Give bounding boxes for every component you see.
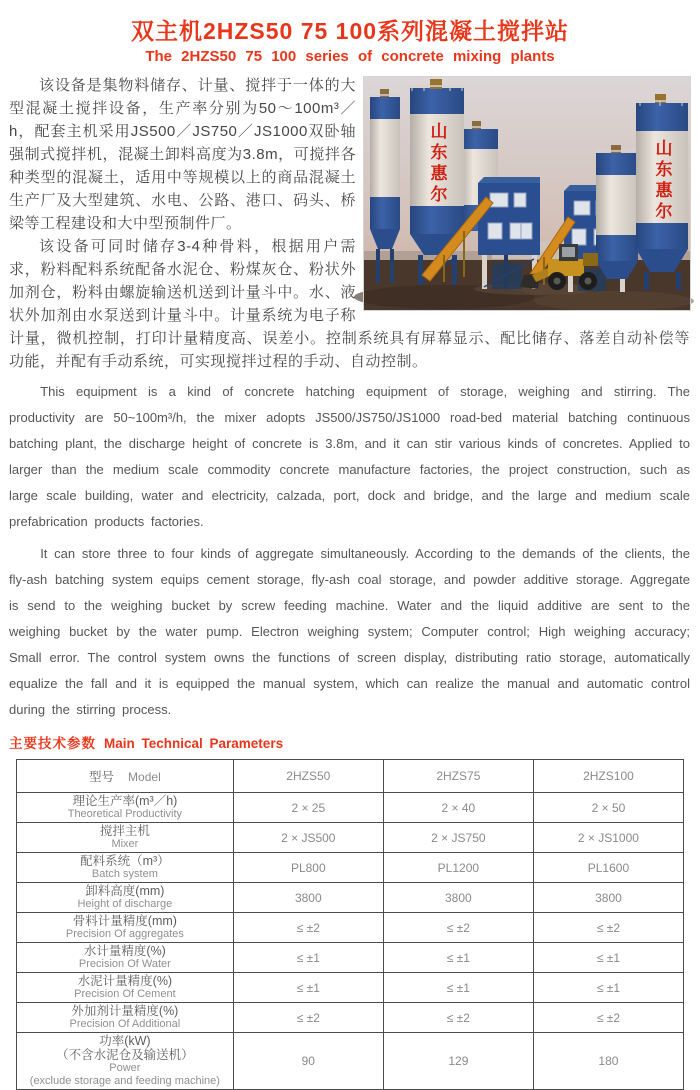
table-row bbox=[17, 943, 684, 973]
intro-paragraph-zh-2: 该设备可同时储存3-4种骨料，根据用户需求，粉料配料系统配备水泥仓、粉煤灰仓、粉状外加剂仓，粉料由螺旋输送机送到计量斗中。水、液状外加剂由水泵送到计量斗中。计量系统为电子称计量，微机控制，打印计量精度高、误差小。控制系统具有屏幕显示、配比储存、落差自动补偿等功能，并配有手动系统，可实现搅拌过程的手动、自动控制。 bbox=[9, 238, 690, 370]
param-value-cell: ≤ ±1 bbox=[383, 943, 533, 973]
intro-paragraph-en-2: It can store three to four kinds of aggregate simultaneously. According to the demands of the clients, the fly-ash batching system equips cement storage, fly-ash coal storage, and powder additive storage. Aggregate is send to the weighing bucket by screw feeding machine. Water and the liquid additive are sent to the weighing bucket by the water pump. Electron weighing system; Computer control; High weighing accuracy; Small error. The control system owns the functions of screen display, distributing ratio storage, automatically equalize the fall and it is equipped the manual system, which can realize the manual and automatic control during the stirring process. bbox=[9, 546, 690, 717]
param-label-zh: 搅拌主机 bbox=[99, 824, 150, 838]
param-value-cell: 90 bbox=[233, 1033, 383, 1090]
param-label-zh: 配料系统（m³） bbox=[80, 854, 170, 868]
param-label-cell bbox=[17, 823, 234, 853]
model-label-en: Model bbox=[128, 769, 161, 784]
silo-main-right bbox=[636, 94, 688, 290]
param-value-cell: ≤ ±2 bbox=[233, 913, 383, 943]
table-row bbox=[17, 1003, 684, 1033]
param-value-cell: 2 × JS500 bbox=[233, 823, 383, 853]
param-label-zh: 水泥计量精度(%) bbox=[77, 974, 173, 988]
table-row bbox=[17, 913, 684, 943]
param-value-cell: ≤ ±2 bbox=[383, 1003, 533, 1033]
param-label-en: Theoretical Productivity bbox=[67, 808, 183, 820]
param-label-en: Power bbox=[109, 1062, 141, 1074]
param-value-cell: 2 × 50 bbox=[533, 793, 683, 823]
param-value-cell: 3800 bbox=[383, 883, 533, 913]
table-row bbox=[17, 973, 684, 1003]
param-label-en-note: (exclude storage and feeding machine) bbox=[29, 1075, 220, 1087]
table-row bbox=[17, 853, 684, 883]
param-label-cell bbox=[17, 793, 234, 823]
param-label-en: Precision Of Cement bbox=[74, 988, 176, 1000]
param-value-cell: ≤ ±2 bbox=[233, 1003, 383, 1033]
intro-section bbox=[0, 74, 700, 723]
model-name-cell: 2HZS100 bbox=[533, 760, 683, 793]
param-value-cell: ≤ ±1 bbox=[533, 973, 683, 1003]
param-label-cell bbox=[17, 1033, 234, 1090]
param-value-cell: 2 × JS750 bbox=[383, 823, 533, 853]
table-header-row bbox=[17, 760, 684, 793]
model-header-cell bbox=[17, 760, 234, 793]
table-row bbox=[17, 883, 684, 913]
table-row bbox=[17, 823, 684, 853]
param-label-zh-note: （不含水泥仓及输送机） bbox=[56, 1048, 194, 1062]
model-name-cell: 2HZS50 bbox=[233, 760, 383, 793]
param-label-cell bbox=[17, 883, 234, 913]
table-row bbox=[17, 793, 684, 823]
param-label-en: Mixer bbox=[111, 838, 139, 850]
param-value-cell: 3800 bbox=[533, 883, 683, 913]
param-label-cell bbox=[17, 973, 234, 1003]
param-label-zh: 外加剂计量精度(%) bbox=[71, 1004, 179, 1018]
silo-back-right bbox=[596, 145, 638, 279]
param-value-cell: 2 × 40 bbox=[383, 793, 533, 823]
param-label-zh: 功率(kW) bbox=[99, 1034, 151, 1048]
param-label-en: Precision Of Additional bbox=[69, 1018, 181, 1030]
param-value-cell: PL1600 bbox=[533, 853, 683, 883]
param-value-cell: PL800 bbox=[233, 853, 383, 883]
silo-brand-text-left: 山东惠尔 bbox=[427, 122, 447, 206]
model-name-cell: 2HZS75 bbox=[383, 760, 533, 793]
param-label-zh: 骨料计量精度(mm) bbox=[72, 914, 177, 928]
param-label-zh: 理论生产率(m³／h) bbox=[72, 794, 178, 808]
param-label-zh: 卸料高度(mm) bbox=[85, 884, 165, 898]
param-label-en: Batch system bbox=[91, 868, 158, 880]
page-title: 双主机2HZS50 75 100系列混凝土搅拌站 bbox=[130, 18, 570, 44]
param-value-cell: ≤ ±1 bbox=[533, 943, 683, 973]
intro-paragraph-en-1: This equipment is a kind of concrete hatching equipment of storage, weighing and stirring. The productivity are 50~100m³/h, the mixer adopts JS500/JS750/JS1000 road-bed material batching continuous batching plant, the discharge height of concrete is 3.8m, and it can stir various kinds of concretes. Applied to larger than the medium scale commodity concrete manufacture factories, the project construction, such as large scale building, water and electricity, calzada, port, dock and bridge, and the large and medium scale prefabrication products factories. bbox=[9, 384, 690, 529]
param-value-cell: ≤ ±2 bbox=[533, 913, 683, 943]
param-label-cell bbox=[17, 853, 234, 883]
product-page bbox=[0, 13, 700, 1087]
tech-params-table bbox=[16, 759, 684, 1090]
param-value-cell: PL1200 bbox=[383, 853, 533, 883]
param-label-cell bbox=[17, 1003, 234, 1033]
tech-params-heading-en: Main Technical Parameters bbox=[104, 736, 284, 751]
param-value-cell: ≤ ±1 bbox=[383, 973, 533, 1003]
param-label-en: Precision Of aggregates bbox=[65, 928, 184, 940]
param-value-cell: ≤ ±2 bbox=[533, 1003, 683, 1033]
param-value-cell: 129 bbox=[383, 1033, 533, 1090]
param-value-cell: 3800 bbox=[233, 883, 383, 913]
model-label-zh: 型号 bbox=[89, 769, 115, 784]
tech-params-heading bbox=[9, 732, 700, 752]
tech-params-heading-zh: 主要技术参数 bbox=[9, 736, 96, 751]
table-row-power bbox=[17, 1033, 684, 1090]
intro-paragraph-zh-1: 该设备是集物料储存、计量、搅拌于一体的大型混凝土搅拌设备，生产率分别为50～100m³／h，配套主机采用JS500／JS750／JS1000双卧轴强制式搅拌机，混凝土卸料高度为3.8m，可搅拌各种类型的混凝土，适用中等规模以上的商品混凝土生产厂及大型建筑、水电、公路、港口、码头、桥梁等工程建设和大中型预制件厂。 bbox=[9, 77, 356, 232]
plant-photo bbox=[364, 77, 690, 310]
param-value-cell: ≤ ±1 bbox=[233, 973, 383, 1003]
param-value-cell: 2 × 25 bbox=[233, 793, 383, 823]
param-label-cell bbox=[17, 943, 234, 973]
param-value-cell: ≤ ±2 bbox=[383, 913, 533, 943]
silo-brand-text-right: 山东惠尔 bbox=[652, 139, 672, 223]
param-label-en: Precision Of Water bbox=[78, 958, 171, 970]
page-subtitle: The 2HZS50 75 100 series of concrete mixing plants bbox=[145, 48, 555, 65]
param-value-cell: 2 × JS1000 bbox=[533, 823, 683, 853]
param-label-cell bbox=[17, 913, 234, 943]
param-value-cell: 180 bbox=[533, 1033, 683, 1090]
param-label-en: Height of discharge bbox=[77, 898, 173, 910]
param-value-cell: ≤ ±1 bbox=[233, 943, 383, 973]
param-label-zh: 水计量精度(%) bbox=[83, 944, 166, 958]
